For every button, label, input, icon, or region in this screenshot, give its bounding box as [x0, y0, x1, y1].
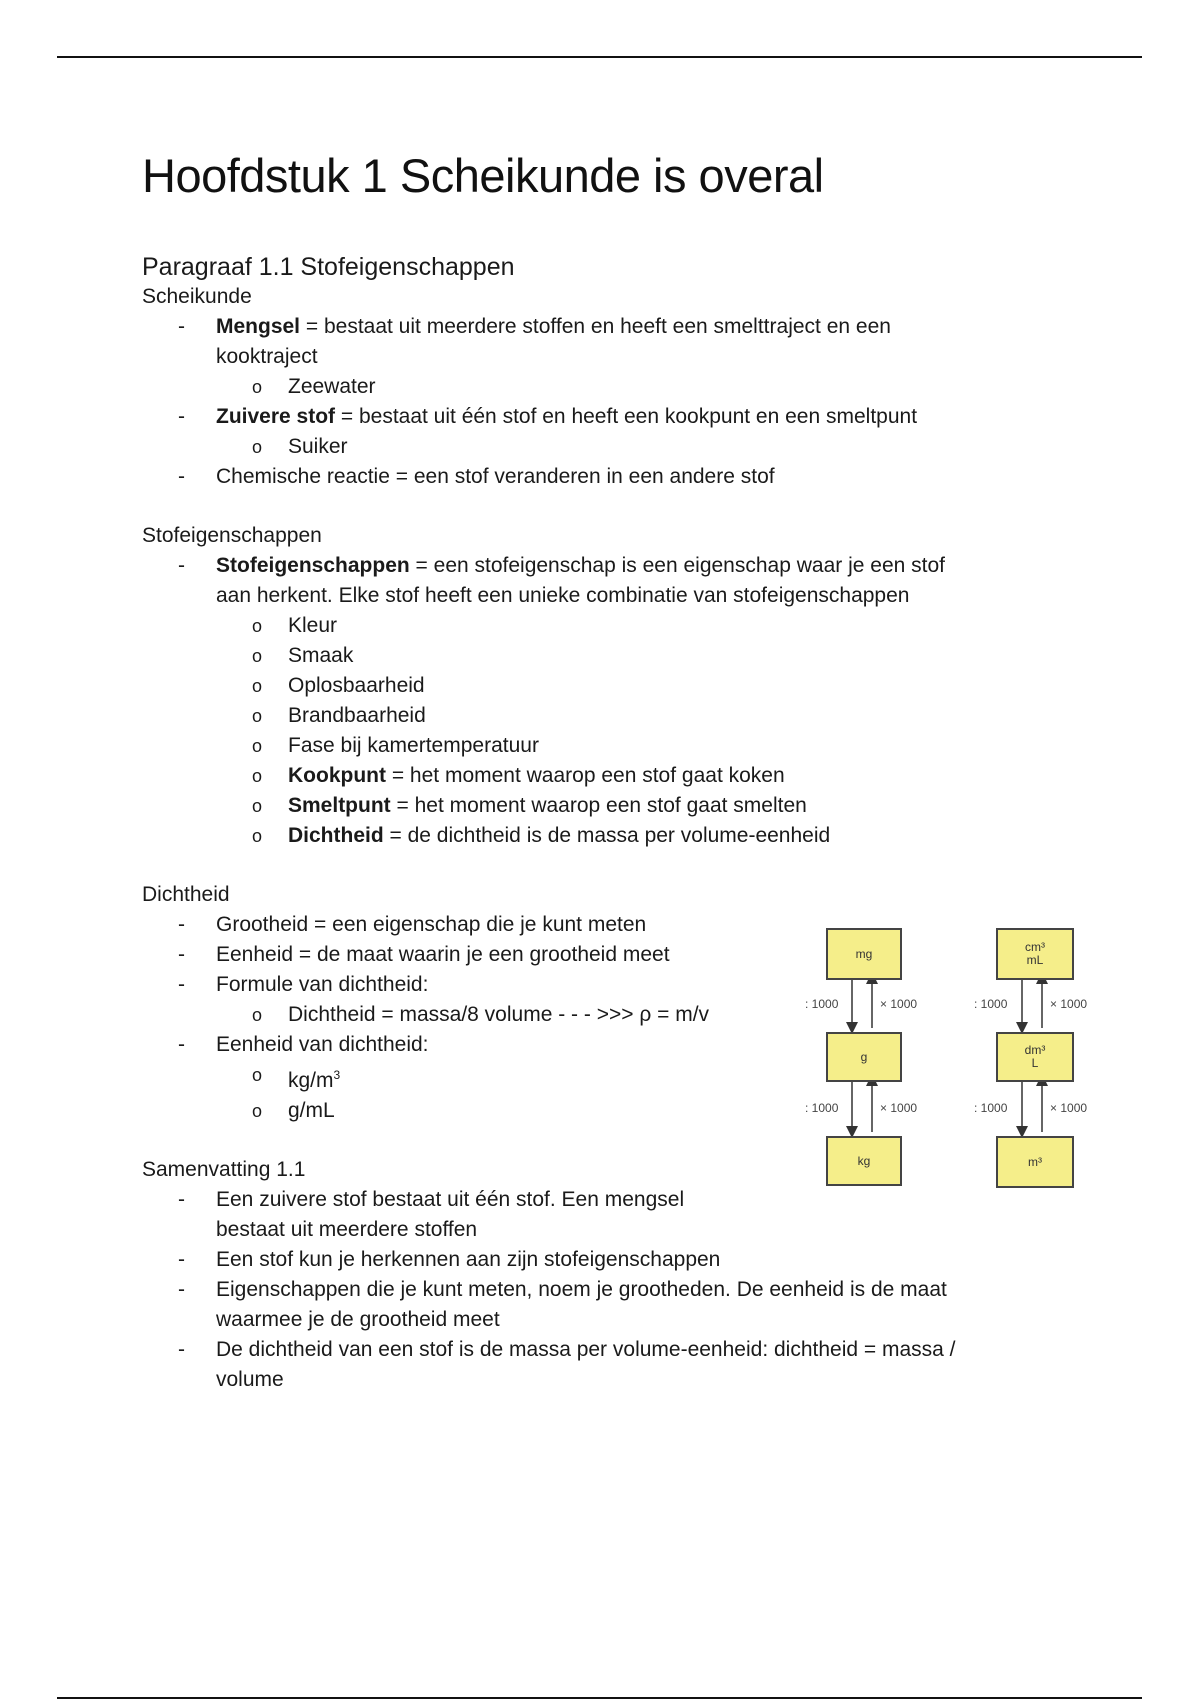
- list-item: - Formule van dichtheid:: [178, 973, 429, 996]
- divide-label: : 1000: [805, 1101, 839, 1115]
- sub-list-item: o Zeewater: [252, 375, 376, 398]
- unit-box-m3: m³: [996, 1136, 1074, 1188]
- paragraph-heading: Paragraaf 1.1 Stofeigenschappen: [142, 253, 515, 281]
- section-heading-stofeigenschappen: Stofeigenschappen: [142, 524, 322, 547]
- list-item-continuation: volume: [216, 1368, 284, 1391]
- multiply-label: × 1000: [1050, 997, 1088, 1011]
- unit-box-dm3-l: dm³ L: [996, 1032, 1074, 1082]
- unit-conversion-diagram: [796, 916, 1116, 1196]
- list-item-continuation: kooktraject: [216, 345, 318, 368]
- list-item: - Mengsel = bestaat uit meerdere stoffen en heeft een smelttraject en een: [178, 315, 891, 338]
- sub-list-item: o Suiker: [252, 435, 348, 458]
- document-body: [142, 148, 1102, 1395]
- list-item: - Eenheid van dichtheid:: [178, 1033, 429, 1056]
- list-item: - Chemische reactie = een stof veranderen in een andere stof: [178, 465, 775, 488]
- section-heading-dichtheid: Dichtheid: [142, 883, 230, 906]
- multiply-label: × 1000: [1050, 1101, 1088, 1115]
- sub-list-item: o Smeltpunt = het moment waarop een stof gaat smelten: [252, 794, 807, 817]
- section-heading-samenvatting: Samenvatting 1.1: [142, 1158, 306, 1181]
- divide-label: : 1000: [805, 997, 839, 1011]
- sub-list-item: o Dichtheid = massa/8 volume - - - >>> ρ = m/v: [252, 1003, 710, 1026]
- list-item: - Zuivere stof = bestaat uit één stof en heeft een kookpunt en een smeltpunt: [178, 405, 918, 428]
- sub-list-item: o $kg/m^3$: [252, 1065, 341, 1092]
- divide-label: : 1000: [974, 997, 1008, 1011]
- unit-box-kg: kg: [826, 1136, 902, 1186]
- sub-list-item: o g/mL: [252, 1099, 335, 1122]
- list-item: - Eigenschappen die je kunt meten, noem je grootheden. De eenheid is de maat: [178, 1278, 947, 1301]
- divide-label: : 1000: [974, 1101, 1008, 1115]
- list-item-continuation: bestaat uit meerdere stoffen: [216, 1218, 478, 1241]
- list-item: - De dichtheid van een stof is de massa per volume-eenheid: dichtheid = massa /: [178, 1338, 956, 1361]
- list-item-continuation: waarmee je de grootheid meet: [216, 1308, 500, 1331]
- sub-list-item: o Kleur: [252, 614, 338, 637]
- unit-box-cm3-ml: cm³ mL: [996, 928, 1074, 980]
- sub-list-item: o Dichtheid = de dichtheid is de massa per volume-eenheid: [252, 824, 831, 847]
- list-item-continuation: aan herkent. Elke stof heeft een unieke combinatie van stofeigenschappen: [216, 584, 910, 607]
- top-rule: [57, 56, 1142, 58]
- list-item: - Eenheid = de maat waarin je een grootheid meet: [178, 943, 670, 966]
- sub-list-item: o Oplosbaarheid: [252, 674, 425, 697]
- bottom-rule: [57, 1697, 1142, 1699]
- unit-box-mg: mg: [826, 928, 902, 980]
- sub-list-item: o Kookpunt = het moment waarop een stof gaat koken: [252, 764, 785, 787]
- sub-list-item: o Smaak: [252, 644, 354, 667]
- multiply-label: × 1000: [880, 1101, 918, 1115]
- list-item: - Een zuivere stof bestaat uit één stof. Een mengsel: [178, 1188, 685, 1211]
- page-title: Hoofdstuk 1 Scheikunde is overal: [142, 149, 824, 202]
- list-item: - Een stof kun je herkennen aan zijn stofeigenschappen: [178, 1248, 721, 1271]
- sub-list-item: o Brandbaarheid: [252, 704, 426, 727]
- sub-list-item: o Fase bij kamertemperatuur: [252, 734, 539, 757]
- multiply-label: × 1000: [880, 997, 918, 1011]
- section-heading-scheikunde: Scheikunde: [142, 285, 252, 308]
- list-item: - Grootheid = een eigenschap die je kunt meten: [178, 913, 647, 936]
- list-item: - Stofeigenschappen = een stofeigenschap is een eigenschap waar je een stof: [178, 554, 945, 577]
- unit-box-g: g: [826, 1032, 902, 1082]
